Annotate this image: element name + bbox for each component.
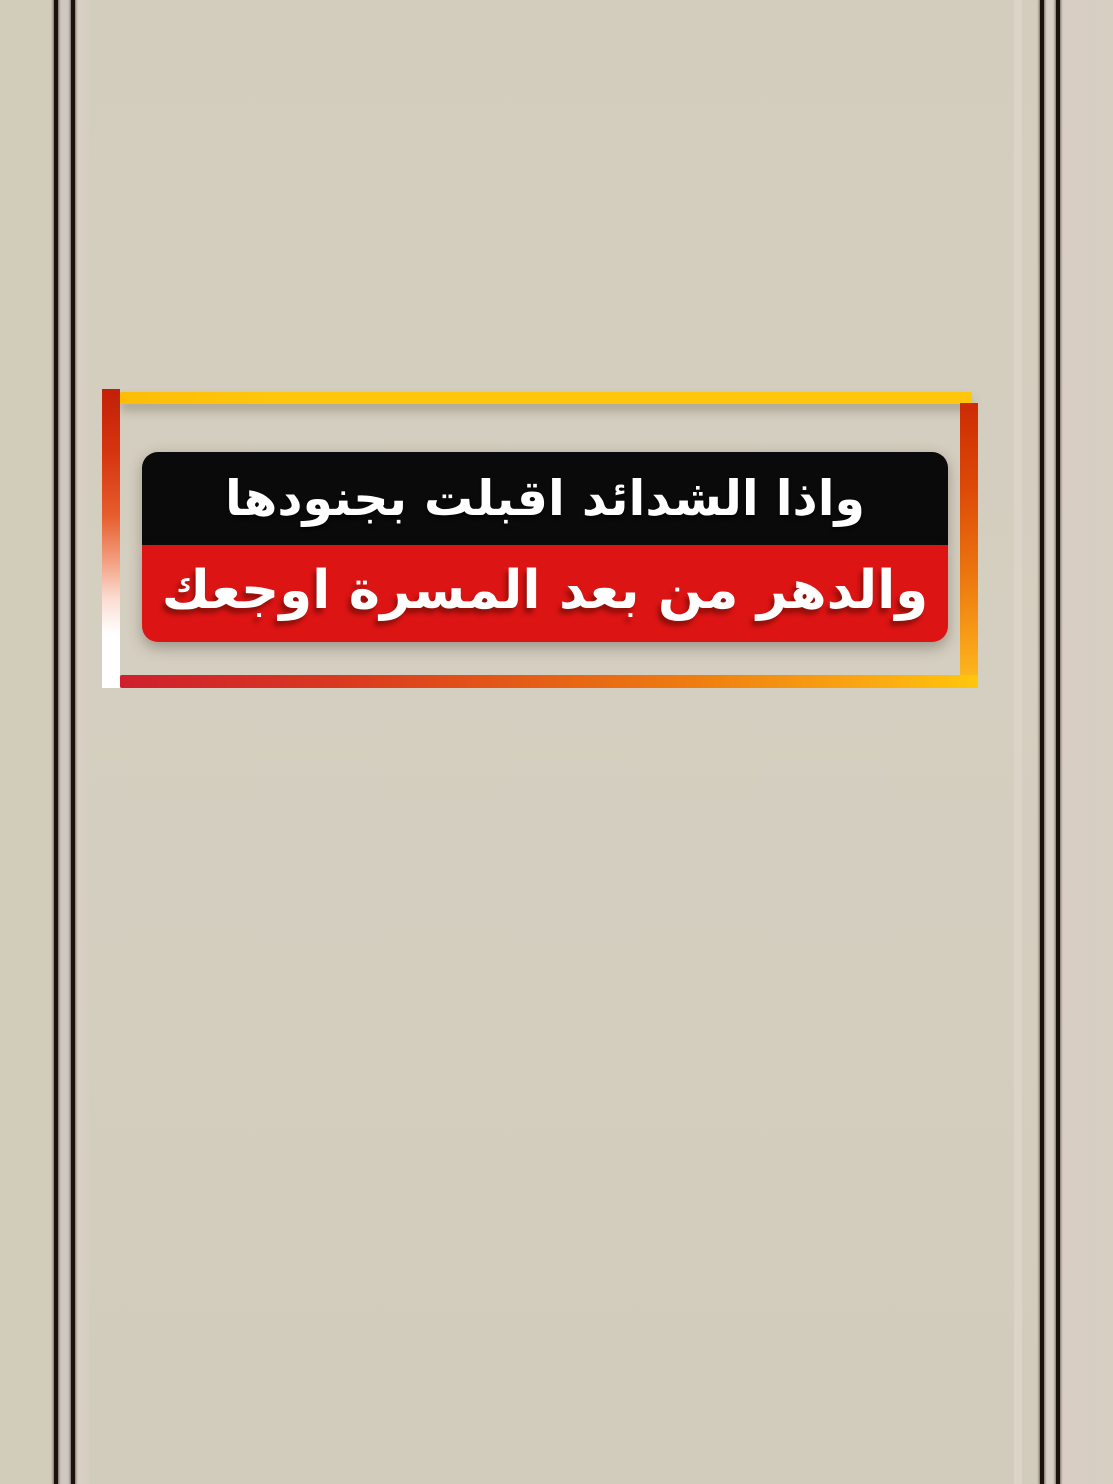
door-edge-gap-right — [1044, 0, 1056, 1484]
door-edge-line-left-2 — [71, 0, 75, 1484]
door-edge-line-right-2 — [1056, 0, 1060, 1484]
wall-left-panel — [0, 0, 54, 1484]
door-edge-line-left-1 — [54, 0, 58, 1484]
quote-line1-text: واذا الشدائد اقبلت بجنودها — [225, 470, 865, 527]
quote-line2-text: والدهر من بعد المسرة اوجعك — [161, 560, 929, 621]
frame-bottom-bar — [120, 675, 978, 688]
wall-right-faint-strip — [1014, 0, 1022, 1484]
door-edge-gap-left — [58, 0, 71, 1484]
wall-right-panel — [1060, 0, 1113, 1484]
quote-line1-banner — [142, 452, 948, 545]
wall-left-inner-shade — [75, 0, 89, 1484]
door-edge-line-right-1 — [1040, 0, 1044, 1484]
frame-left-bar — [102, 389, 120, 688]
frame-top-bar — [120, 392, 972, 404]
quote-line2-banner — [142, 545, 948, 642]
frame-right-bar — [960, 403, 978, 687]
